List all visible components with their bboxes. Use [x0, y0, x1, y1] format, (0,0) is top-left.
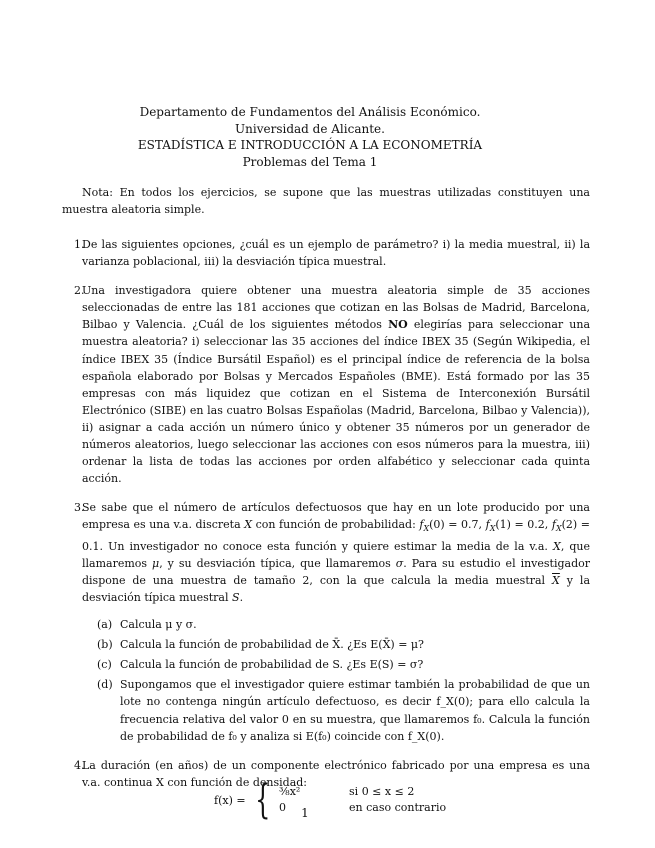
course-title: ESTADÍSTICA E INTRODUCCIÓN A LA ECONOMETRÍA: [137, 138, 483, 152]
problem-text: La duración (en años) de un componente electrónico fabricado por una empresa es una v.a. continua X con función de densidad:: [82, 758, 590, 789]
department-line: Departamento de Fundamentos del Análisis Económico.: [139, 105, 481, 119]
problem-text: Se sabe que el número de artículos defectuosos que hay en un lote producido por una empresa es una v.a. discreta: [82, 501, 590, 532]
topic-line: Problemas del Tema 1: [242, 154, 378, 169]
sample-mean-symbol: $\overline{X}$: [552, 573, 560, 587]
problem-number: 2.: [74, 284, 85, 298]
university-line: Universidad de Alicante.: [235, 121, 385, 136]
document-header: [0, 104, 610, 170]
subquestion-d: (d) Supongamos que el investigador quiere estimar también la probabilidad de que un lote no contenga ningún artículo defectuoso, es decir f_X(0); para ello calcula la frecuencia relativa del valor 0 en su muestra, que llamaremos f₀. Calcula la función de probabilidad de f₀ y analiza si E(f₀) coincide con f_X(0).: [97, 678, 590, 743]
formula-case-1: ⅜x² si 0 ≤ x ≤ 2: [279, 785, 415, 798]
subquestion-c: (c) Calcula la función de probabilidad de S. ¿Es E(S) = σ?: [97, 658, 424, 672]
subquestion-list: [82, 616, 590, 745]
problem-number: 3.: [74, 501, 85, 515]
problem-number: 4.: [74, 758, 85, 772]
note-label: Nota:: [82, 186, 113, 199]
page-number: 1: [301, 806, 309, 820]
problem-text: Una investigadora quiere obtener una muestra aleatoria simple de 35 acciones seleccionadas de entre las 181 acciones que cotizan en las Bolsas de Madrid, Barcelona, Bilbao y Valencia. ¿Cuál de los siguientes métodos: [82, 284, 590, 332]
var-x: X: [244, 518, 253, 532]
problem-list: [62, 236, 590, 803]
subquestion-b: (b) Calcula la función de probabilidad de X̄. ¿Es E(X̄) = μ?: [97, 638, 424, 652]
emphasis-no: NO: [388, 318, 408, 332]
problem-text: De las siguientes opciones, ¿cuál es un ejemplo de parámetro? i) la media muestral, ii) la varianza poblacional, iii) la desviación típica muestral.: [82, 238, 590, 269]
problem-2: [62, 282, 590, 487]
problem-number: 1.: [74, 238, 85, 251]
formula-lhs: f(x) =: [214, 793, 246, 807]
subquestion-a: (a) Calcula μ y σ.: [97, 618, 197, 632]
problem-3: 3. Se sabe que el número de artículos defectuosos que hay en un lote producido por una empresa es una v.a. discreta X con función de probabilidad: $f_X(0) = 0.7$, $f_X(1) = 0.2$, $f_X(2) = 0.1$. Un investigador no conoce esta función y quiere estimar la media de la v.a. X, que llamaremos μ, y su desviación típica, que llamaremos σ. Para su estudio el investigador dispone de una muestra de tamaño 2, con la que calcula la media muestral $\overline{X}$ y la desviación típica muestral S. (a) Calcula μ y σ. (b) Calcula la función de probabilidad de X̄. ¿Es E(X̄) = μ? (c) Calcula la función de probabilidad de S. ¿Es E(S) = σ? (d) Supongamos que el investigador quiere estimar también la probabilidad de que un lote no contenga ningún artículo defectuoso, es decir f_X(0); para ello calcula la frecuencia relativa del valor 0 en su muestra, que llamaremos f₀. Calcula la función de probabilidad de f₀ y analiza si E(f₀) coincide con f_X(0).: [62, 499, 590, 744]
note-paragraph: [62, 184, 590, 218]
problem-1: [62, 236, 590, 270]
formula-case-2: 0 en caso contrario: [279, 801, 447, 814]
problem-text-cont: elegirías para seleccionar una muestra aleatoria? i) seleccionar las 35 acciones del índice IBEX 35 (Según Wikipedia, el índice IBEX 35 (Índice Bursátil Español) es el principal índice de referencia de la bolsa española elaborado por Bolsas y Mercados Españoles (BME). Está formado por las 35 empresas con más liquidez que cotizan en el Sistema de Interconexión Bursátil Electrónico (SIBE) en las cuatro Bolsas Españolas (Madrid, Barcelona, Bilbao y Valencia)), ii) asignar a cada acción un número único y obtener 35 números por un generador de números aleatorios, luego seleccionar las acciones con esos números para la muestra, iii) ordenar la lista de todas las acciones por orden alfabético y seleccionar cada quinta acción.: [82, 318, 591, 486]
note-text: En todos los ejercicios, se supone que las muestras utilizadas constituyen una muestra aleatoria simple.: [62, 186, 590, 216]
left-brace-icon: {: [254, 777, 270, 823]
